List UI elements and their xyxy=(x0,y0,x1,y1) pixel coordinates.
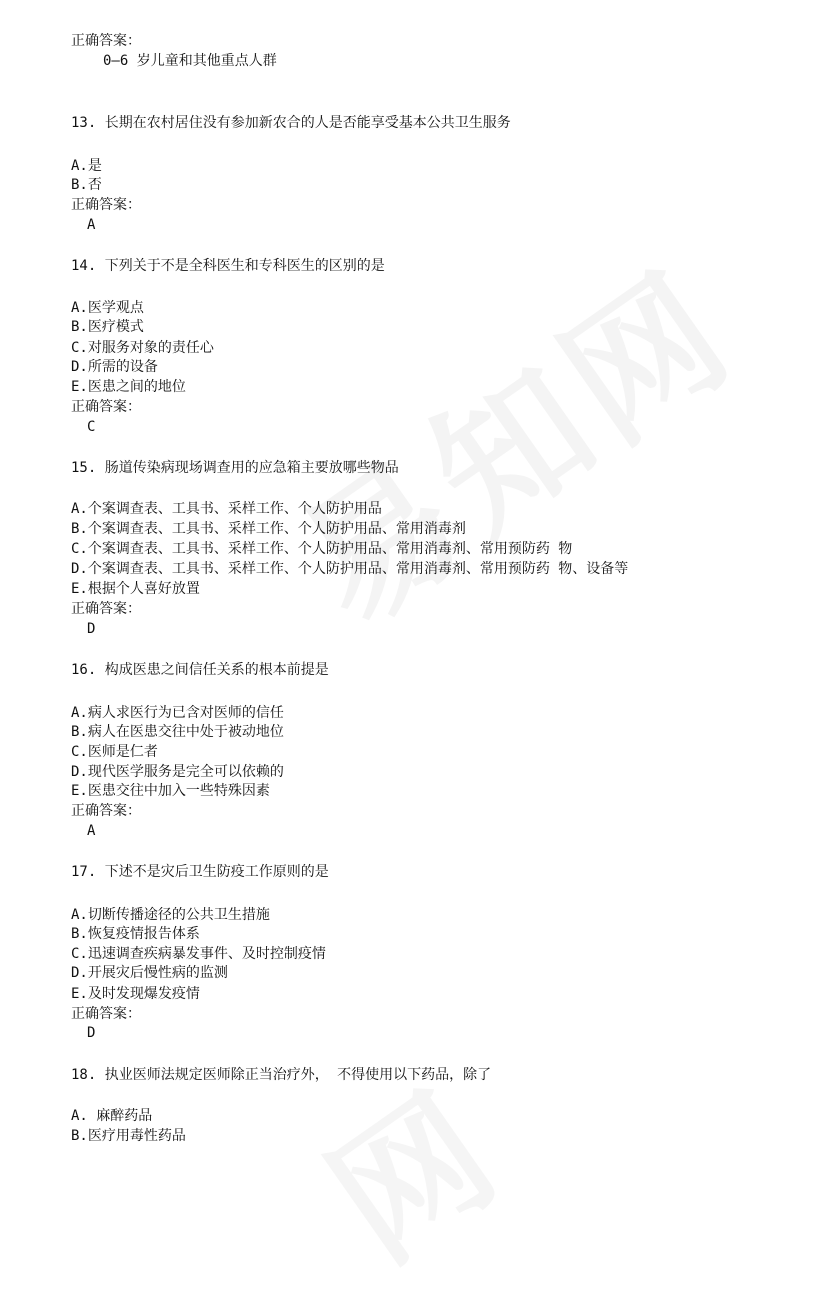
watermark xyxy=(251,212,768,664)
option: C.个案调查表、工具书、采样工作、个人防护用品、常用消毒剂、常用预防药 物 xyxy=(71,541,573,557)
question-stem: 14. 下列关于不是全科医生和专科医生的区别的是 xyxy=(71,258,385,274)
option: A. 麻醉药品 xyxy=(71,1108,153,1124)
option: C.医师是仁者 xyxy=(71,744,158,760)
question-stem: 13. 长期在农村居住没有参加新农合的人是否能享受基本公共卫生服务 xyxy=(71,115,511,131)
option: A.医学观点 xyxy=(71,300,144,316)
answer-value: 0—6 岁儿童和其他重点人群 xyxy=(103,53,277,69)
question-stem: 18. 执业医师法规定医师除正当治疗外， 不得使用以下药品，除了 xyxy=(71,1067,492,1083)
option: E.医患交往中加入一些特殊因素 xyxy=(71,783,270,799)
option: A.是 xyxy=(71,158,102,174)
question-stem: 15. 肠道传染病现场调查用的应急箱主要放哪些物品 xyxy=(71,460,399,476)
answer-label: 正确答案： xyxy=(71,33,141,49)
option: E.及时发现爆发疫情 xyxy=(71,986,200,1002)
option: D.开展灾后慢性病的监测 xyxy=(71,965,228,981)
option: A.个案调查表、工具书、采样工作、个人防护用品 xyxy=(71,501,382,517)
answer-label: 正确答案： xyxy=(71,803,141,819)
option: B.病人在医患交往中处于被动地位 xyxy=(71,724,284,740)
option: B.医疗模式 xyxy=(71,319,144,335)
option: A.切断传播途径的公共卫生措施 xyxy=(71,907,270,923)
option: A.病人求医行为已含对医师的信任 xyxy=(71,705,284,721)
answer-label: 正确答案： xyxy=(71,601,141,617)
answer-value: D xyxy=(87,1025,96,1041)
answer-label: 正确答案： xyxy=(71,399,141,415)
option: C.对服务对象的责任心 xyxy=(71,340,214,356)
answer-value: D xyxy=(87,621,96,637)
option: C.迅速调查疾病暴发事件、及时控制疫情 xyxy=(71,946,326,962)
option: D.个案调查表、工具书、采样工作、个人防护用品、常用消毒剂、常用预防药 物、设备等 xyxy=(71,561,629,577)
option: E.根据个人喜好放置 xyxy=(71,581,200,597)
option: E.医患之间的地位 xyxy=(71,379,186,395)
option: B.否 xyxy=(71,177,102,193)
answer-label: 正确答案： xyxy=(71,197,141,213)
answer-label: 正确答案： xyxy=(71,1006,141,1022)
option: D.现代医学服务是完全可以依赖的 xyxy=(71,764,284,780)
option: B.医疗用毒性药品 xyxy=(71,1128,186,1144)
answer-value: C xyxy=(87,419,96,435)
question-stem: 16. 构成医患之间信任关系的根本前提是 xyxy=(71,662,329,678)
option: B.个案调查表、工具书、采样工作、个人防护用品、常用消毒剂 xyxy=(71,521,466,537)
option: D.所需的设备 xyxy=(71,359,158,375)
question-stem: 17. 下述不是灾后卫生防疫工作原则的是 xyxy=(71,864,329,880)
answer-value: A xyxy=(87,823,96,839)
option: B.恢复疫情报告体系 xyxy=(71,926,200,942)
answer-value: A xyxy=(87,217,96,233)
